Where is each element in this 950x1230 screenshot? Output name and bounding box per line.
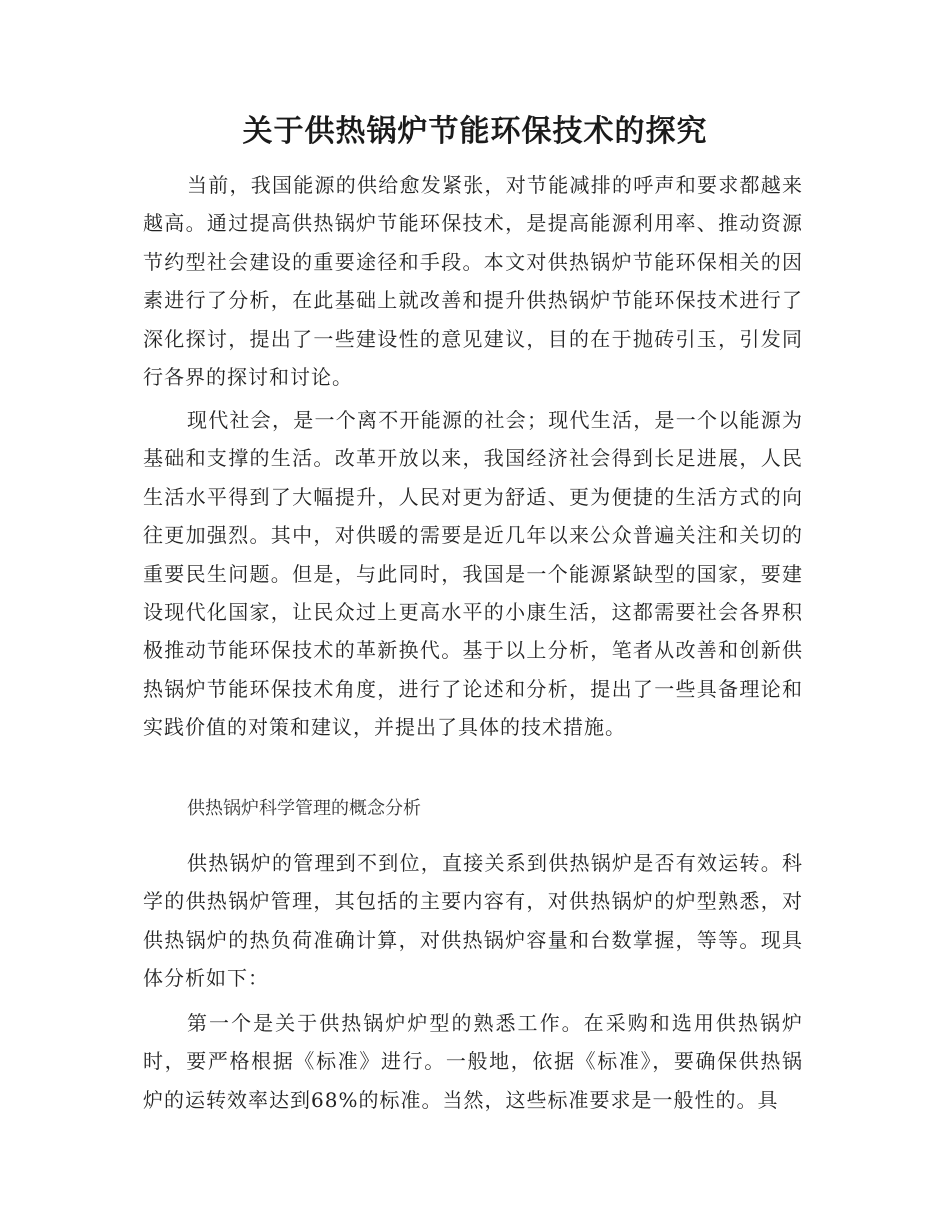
paragraph-intro: 当前，我国能源的供给愈发紧张，对节能减排的呼声和要求都越来越高。通过提高供热锅炉节能环保技术，是提高能源利用率、推动资源节约型社会建设的重要途径和手段。本文对供热锅炉节能环保相关的因素进行了分析，在此基础上就改善和提升供热锅炉节能环保技术进行了深化探讨，提出了一些建设性的意见建议，目的在于抛砖引玉，引发同行各界的探讨和讨论。 <box>143 173 803 390</box>
paragraph-background: 现代社会，是一个离不开能源的社会；现代生活，是一个以能源为基础和支撑的生活。改革开放以来，我国经济社会得到长足进展，人民生活水平得到了大幅提升，人民对更为舒适、更为便捷的生活方式的向往更加强烈。其中，对供暖的需要是近几年以来公众普遍关注和关切的重要民生问题。但是，与此同时，我国是一个能源紧缺型的国家，要建设现代化国家，让民众过上更高水平的小康生活，这都需要社会各界积极推动节能环保技术的革新换代。基于以上分析，笔者从改善和创新供热锅炉节能环保技术角度，进行了论述和分析，提出了一些具备理论和实践价值的对策和建议，并提出了具体的技术措施。 <box>143 408 803 740</box>
paragraph-management: 供热锅炉的管理到不到位，直接关系到供热锅炉是否有效运转。科学的供热锅炉管理，其包括的主要内容有，对供热锅炉的炉型熟悉，对供热锅炉的热负荷准确计算，对供热锅炉容量和台数掌握，等等。现具体分析如下： <box>143 851 803 991</box>
section-heading: 供热锅炉科学管理的概念分析 <box>187 798 421 819</box>
document-title: 关于供热锅炉节能环保技术的探究 <box>242 114 708 149</box>
paragraph-boiler-type: 第一个是关于供热锅炉炉型的熟悉工作。在采购和选用供热锅炉时，要严格根据《标准》进行。一般地，依据《标准》，要确保供热锅炉的运转效率达到68%的标准。当然，这些标准要求是一般性的。具 <box>143 1011 803 1112</box>
